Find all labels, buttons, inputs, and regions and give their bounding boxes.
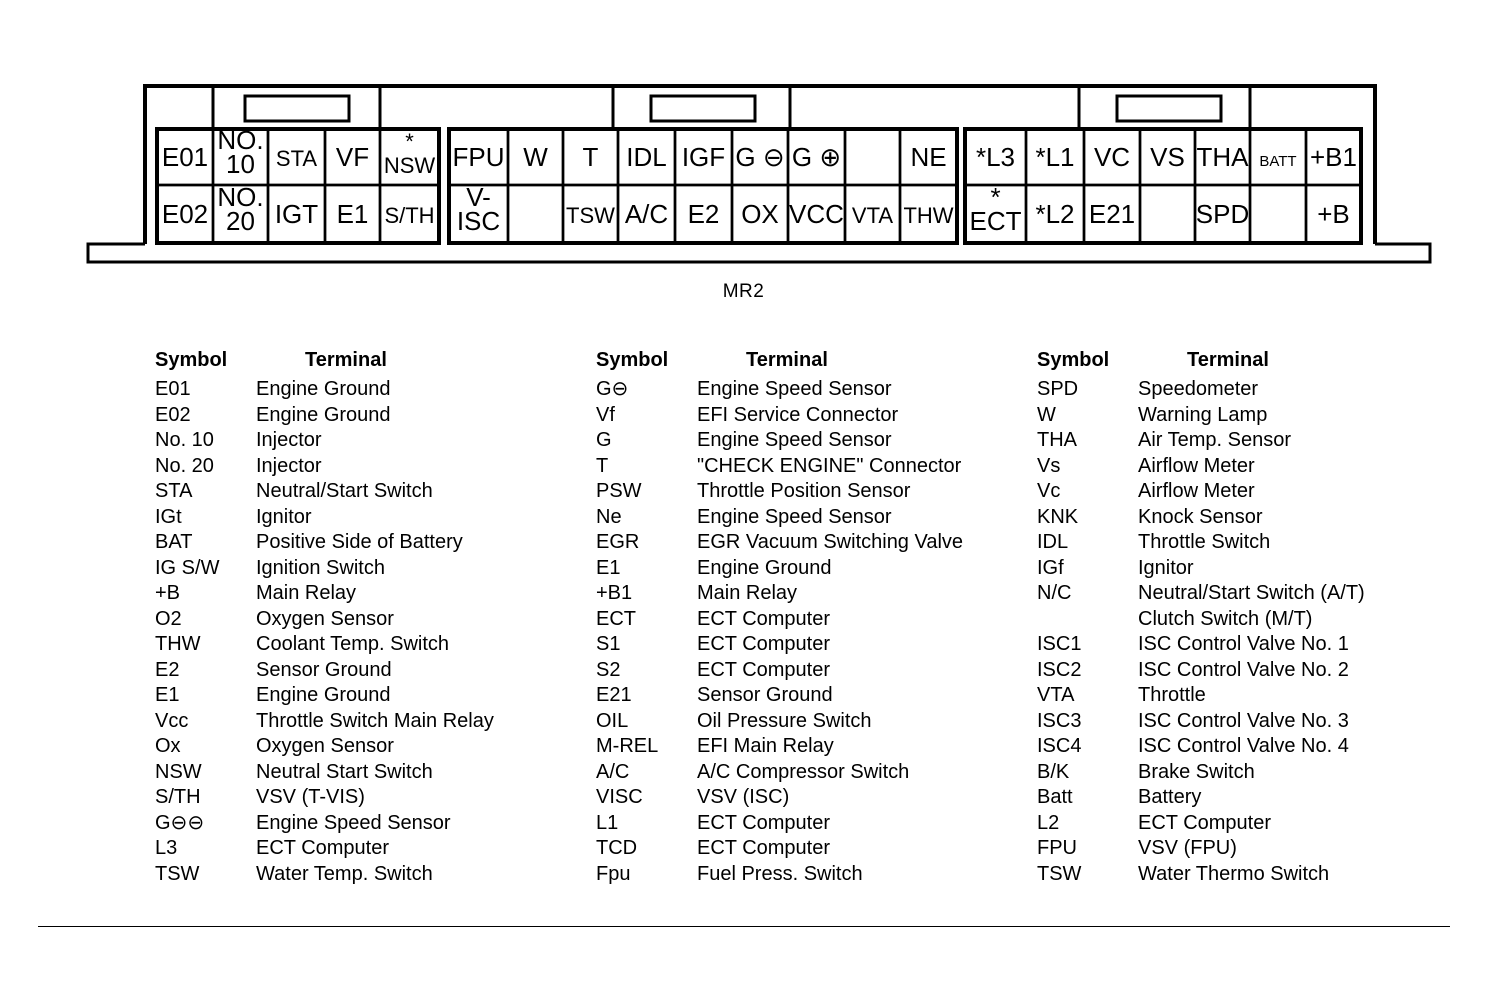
legend-row [1037, 683, 1487, 709]
legend-row [1037, 734, 1487, 760]
legend-row [596, 632, 1046, 658]
legend-symbol: IGf [1037, 556, 1064, 579]
legend-symbol: THA [1037, 429, 1077, 451]
legend-row [155, 428, 605, 454]
legend-column-1 [155, 343, 605, 887]
legend-symbol: M-REL [596, 735, 659, 757]
legend-terminal: A/C Compressor Switch [697, 760, 910, 783]
legend-terminal: Engine Speed Sensor [697, 429, 892, 451]
legend-terminal: VSV (FPU) [1138, 837, 1237, 859]
legend-row [155, 658, 605, 684]
legend-terminal: Oxygen Sensor [256, 735, 394, 757]
legend-symbol: L1 [596, 811, 619, 834]
legend-row [155, 505, 605, 531]
legend-row [596, 683, 1046, 709]
legend-row [155, 403, 605, 429]
legend-symbol: E1 [155, 684, 180, 706]
legend-row [596, 658, 1046, 684]
legend-row [596, 479, 1046, 505]
legend-row [155, 530, 605, 556]
legend-symbol: EGR [596, 531, 640, 553]
legend-terminal: VSV (T-VIS) [256, 786, 365, 808]
connector-2 [449, 129, 957, 243]
legend-symbol: TCD [596, 837, 638, 859]
legend-symbol: E02 [155, 403, 191, 426]
legend-row [1037, 454, 1487, 480]
legend-symbol: ECT [596, 607, 636, 630]
legend-row [155, 760, 605, 786]
legend-row [155, 479, 605, 505]
terminal-label: W [523, 142, 548, 172]
legend-terminal: Throttle Position Sensor [697, 480, 911, 502]
terminal-header: Terminal [1187, 348, 1269, 371]
terminal-label: T [582, 142, 599, 172]
connector-3 [965, 129, 1361, 243]
terminal-label: THW [903, 203, 954, 228]
symbol-header: Symbol [1037, 348, 1110, 371]
legend-symbol: ISC1 [1037, 633, 1082, 655]
legend-row [1037, 377, 1487, 403]
legend-terminal: Neutral/Start Switch (A/T) [1138, 582, 1365, 604]
terminal-pin [508, 185, 563, 243]
terminal-header: Terminal [746, 348, 828, 371]
legend-symbol: N/C [1037, 582, 1072, 604]
legend-symbol: FPU [1037, 837, 1077, 859]
legend-header [596, 343, 1046, 377]
legend-terminal: ECT Computer [697, 837, 831, 859]
legend-symbol: S/TH [155, 786, 201, 808]
legend-symbol: NSW [155, 760, 202, 783]
legend-row [1037, 811, 1487, 837]
legend-symbol: Ox [155, 735, 181, 757]
connector-1 [157, 125, 439, 243]
legend-terminal: ECT Computer [697, 658, 831, 681]
legend-row [1037, 607, 1487, 633]
legend-symbol: Vc [1037, 480, 1061, 502]
legend-row [155, 556, 605, 582]
legend-row [596, 607, 1046, 633]
terminal-label: A/C [624, 199, 669, 229]
legend-terminal: ISC Control Valve No. 2 [1138, 658, 1349, 681]
terminal-label: E01 [161, 142, 209, 172]
legend-row [1037, 836, 1487, 862]
legend-symbol: E1 [596, 556, 621, 579]
legend-symbol: L3 [155, 837, 178, 859]
legend-terminal: ECT Computer [697, 633, 831, 655]
legend-terminal: ECT Computer [256, 837, 390, 859]
legend-symbol: TSW [1037, 862, 1082, 885]
legend-symbol: S1 [596, 633, 621, 655]
legend-terminal: Sensor Ground [697, 684, 833, 706]
legend-symbol: THW [155, 633, 201, 655]
terminal-label: IGT [274, 199, 319, 229]
legend-terminal: Air Temp. Sensor [1138, 429, 1292, 451]
terminal-pin [1250, 185, 1306, 243]
legend-terminal: Engine Ground [256, 378, 391, 400]
legend-terminal: EFI Main Relay [697, 735, 834, 757]
terminal-label: *L1 [1035, 142, 1075, 172]
symbol-header: Symbol [596, 348, 669, 371]
legend-symbol: KNK [1037, 505, 1079, 528]
terminal-label: OX [741, 199, 779, 229]
legend-row [155, 581, 605, 607]
terminal-label: S/TH [384, 203, 435, 228]
legend-row [596, 428, 1046, 454]
terminal-label: * NSW [383, 129, 436, 178]
legend-terminal: EFI Service Connector [697, 403, 899, 426]
legend-symbol: +B1 [596, 582, 633, 604]
legend-terminal: ECT Computer [1138, 811, 1272, 834]
legend-row [1037, 785, 1487, 811]
legend-symbol: ISC3 [1037, 709, 1082, 732]
terminal-label: * ECT [969, 182, 1022, 236]
terminal-label: VTA [851, 203, 894, 228]
legend-terminal: Engine Speed Sensor [697, 378, 892, 400]
legend-column-3 [1037, 343, 1487, 887]
terminal-label: FPU [452, 142, 505, 172]
legend-symbol: STA [155, 480, 193, 502]
legend-symbol: G⊖ [596, 378, 629, 400]
legend-row [596, 377, 1046, 403]
legend-row [596, 505, 1046, 531]
legend-symbol [1037, 607, 1138, 633]
terminal-label: STA [275, 146, 318, 171]
legend-row [1037, 530, 1487, 556]
legend-symbol: IG S/W [155, 556, 220, 579]
connector-groups [157, 125, 1361, 243]
legend-terminal: Throttle [1138, 684, 1206, 706]
legend-symbol: Fpu [596, 862, 631, 885]
terminal-label: *L3 [975, 142, 1016, 172]
terminal-label: SPD [1195, 199, 1250, 229]
terminal-label: G ⊖ [735, 142, 785, 172]
legend-row [1037, 632, 1487, 658]
legend-symbol: E21 [596, 684, 632, 706]
legend-terminal: Battery [1138, 786, 1202, 808]
legend-terminal: Throttle Switch Main Relay [256, 709, 494, 732]
legend-row [155, 862, 605, 888]
legend-terminal: Engine Speed Sensor [697, 505, 892, 528]
terminal-label: VF [335, 142, 370, 172]
legend-terminal: Neutral Start Switch [256, 760, 433, 783]
legend-terminal: Injector [256, 454, 322, 477]
legend-terminal: Oil Pressure Switch [697, 709, 872, 732]
legend-symbol: TSW [155, 862, 200, 885]
bottom-rule [38, 926, 1450, 927]
legend-terminal: EGR Vacuum Switching Valve [697, 531, 964, 553]
terminal-label: THA [1196, 142, 1249, 172]
legend-terminal: Sensor Ground [256, 658, 392, 681]
legend-symbol: BAT [155, 531, 193, 553]
legend-symbol: No. 20 [155, 454, 214, 477]
legend-row [596, 785, 1046, 811]
legend-symbol: IGt [155, 505, 182, 528]
legend-terminal: Water Temp. Switch [256, 862, 433, 885]
legend-row [1037, 658, 1487, 684]
legend-row [596, 454, 1046, 480]
legend-symbol: VTA [1037, 684, 1075, 706]
legend-terminal: VSV (ISC) [697, 786, 790, 808]
legend-row [155, 683, 605, 709]
terminal-label: NO. 10 [217, 125, 264, 179]
legend-terminal: Positive Side of Battery [256, 531, 463, 553]
legend-symbol: O2 [155, 607, 182, 630]
terminal-label: VCC [789, 199, 844, 229]
legend-terminal: Clutch Switch (M/T) [1138, 607, 1313, 630]
legend-terminal: Engine Ground [697, 556, 832, 579]
legend-terminal: Fuel Press. Switch [697, 862, 863, 885]
terminal-label: IGF [681, 142, 726, 172]
terminal-label: E21 [1088, 199, 1136, 229]
terminal-label: VC [1093, 142, 1131, 172]
legend-symbol: S2 [596, 658, 621, 681]
legend-symbol: E2 [155, 658, 180, 681]
terminal-label: E02 [161, 199, 209, 229]
legend-header [1037, 343, 1487, 377]
legend-terminal: Brake Switch [1138, 760, 1255, 783]
terminal-label: E1 [336, 199, 369, 229]
ecu-connector-diagram [0, 0, 1487, 280]
legend-terminal: Coolant Temp. Switch [256, 633, 450, 655]
legend-symbol: Vcc [155, 709, 189, 732]
legend-row [1037, 709, 1487, 735]
terminal-label: +B [1317, 199, 1350, 229]
terminal-label: NE [910, 142, 947, 172]
terminal-label: IDL [626, 142, 667, 172]
terminal-pin [1140, 185, 1195, 243]
legend-row [1037, 862, 1487, 888]
legend-terminal: ISC Control Valve No. 4 [1138, 735, 1349, 757]
legend-row [1037, 479, 1487, 505]
legend-terminal: Warning Lamp [1138, 403, 1268, 426]
symbol-header: Symbol [155, 348, 228, 371]
legend-symbol: SPD [1037, 378, 1079, 400]
terminal-label: BATT [1259, 153, 1297, 170]
terminal-label: NO. 20 [217, 182, 264, 236]
terminal-label: VS [1150, 142, 1185, 172]
legend-symbol: L2 [1037, 811, 1060, 834]
terminal-pin [845, 129, 900, 185]
legend-terminal: "CHECK ENGINE" Connector [697, 454, 962, 477]
legend-symbol: ISC4 [1037, 735, 1082, 757]
legend-rows [155, 377, 605, 887]
legend-symbol: ISC2 [1037, 658, 1082, 681]
legend-symbol: G⊖⊖ [155, 811, 205, 834]
legend-row [596, 530, 1046, 556]
terminal-label: +B1 [1310, 142, 1357, 172]
legend-terminal: Knock Sensor [1138, 505, 1263, 528]
legend-row [155, 632, 605, 658]
terminal-label: G ⊕ [791, 142, 842, 172]
legend-row [596, 836, 1046, 862]
legend-row [155, 734, 605, 760]
legend-terminal: Ignition Switch [256, 556, 385, 579]
terminal-label: E2 [687, 199, 720, 229]
legend-terminal: Airflow Meter [1138, 480, 1255, 502]
legend-terminal: Water Thermo Switch [1138, 862, 1330, 885]
terminal-label: *L2 [1035, 199, 1075, 229]
legend-symbol: E01 [155, 378, 191, 400]
legend-row [596, 862, 1046, 888]
legend-terminal: Engine Ground [256, 403, 391, 426]
legend-row [596, 581, 1046, 607]
legend-terminal: Main Relay [697, 582, 798, 604]
legend-row [155, 709, 605, 735]
legend-terminal: Engine Speed Sensor [256, 811, 451, 834]
diagram-caption: MR2 [722, 281, 765, 302]
legend-symbol: G [596, 429, 612, 451]
legend-symbol: No. 10 [155, 429, 214, 451]
legend-symbol: T [596, 454, 609, 477]
legend-row [155, 607, 605, 633]
legend-symbol: Ne [596, 505, 622, 528]
legend-terminal: ISC Control Valve No. 3 [1138, 709, 1349, 732]
legend-terminal: Throttle Switch [1138, 531, 1271, 553]
terminal-header: Terminal [305, 348, 387, 371]
legend-row [155, 454, 605, 480]
legend-terminal: Oxygen Sensor [256, 607, 394, 630]
legend-row [596, 811, 1046, 837]
legend-row [596, 760, 1046, 786]
legend-terminal: Ignitor [1138, 556, 1194, 579]
legend-terminal: Engine Ground [256, 684, 391, 706]
legend-row [1037, 505, 1487, 531]
legend-row [596, 734, 1046, 760]
legend-rows [596, 377, 1046, 887]
legend-terminal: Speedometer [1138, 378, 1259, 400]
legend-row [1037, 760, 1487, 786]
legend-symbol: Vf [596, 403, 615, 426]
legend-terminal: Injector [256, 429, 322, 451]
legend-symbol: +B [155, 582, 181, 604]
legend-rows [1037, 377, 1487, 887]
legend-row [1037, 403, 1487, 429]
legend-row [155, 377, 605, 403]
legend-symbol: OIL [596, 709, 629, 732]
legend-symbol: VISC [596, 786, 643, 808]
legend-symbol: A/C [596, 760, 630, 783]
legend-terminal: Neutral/Start Switch [256, 480, 433, 502]
legend-terminal: ECT Computer [697, 811, 831, 834]
legend-row [1037, 556, 1487, 582]
legend-row [155, 811, 605, 837]
legend-terminal: Airflow Meter [1138, 454, 1255, 477]
legend-symbol: B/K [1037, 760, 1070, 783]
legend-row [155, 785, 605, 811]
legend-terminal: ISC Control Valve No. 1 [1138, 633, 1349, 655]
legend-symbol: IDL [1037, 531, 1069, 553]
legend-row [155, 836, 605, 862]
terminal-label: V-ISC [456, 182, 501, 236]
legend-row [1037, 428, 1487, 454]
legend-symbol: Batt [1037, 786, 1073, 808]
legend-terminal: Main Relay [256, 582, 357, 604]
legend-symbol: PSW [596, 480, 642, 502]
legend-terminal: Ignitor [256, 505, 312, 528]
legend-symbol: Vs [1037, 454, 1061, 477]
legend-row [1037, 581, 1487, 607]
legend-header [155, 343, 605, 377]
terminal-label: TSW [566, 203, 615, 228]
legend-row [596, 403, 1046, 429]
legend-terminal: ECT Computer [697, 607, 831, 630]
legend-symbol: W [1037, 403, 1056, 426]
legend-row [596, 556, 1046, 582]
legend-column-2 [596, 343, 1046, 887]
legend-row [596, 709, 1046, 735]
